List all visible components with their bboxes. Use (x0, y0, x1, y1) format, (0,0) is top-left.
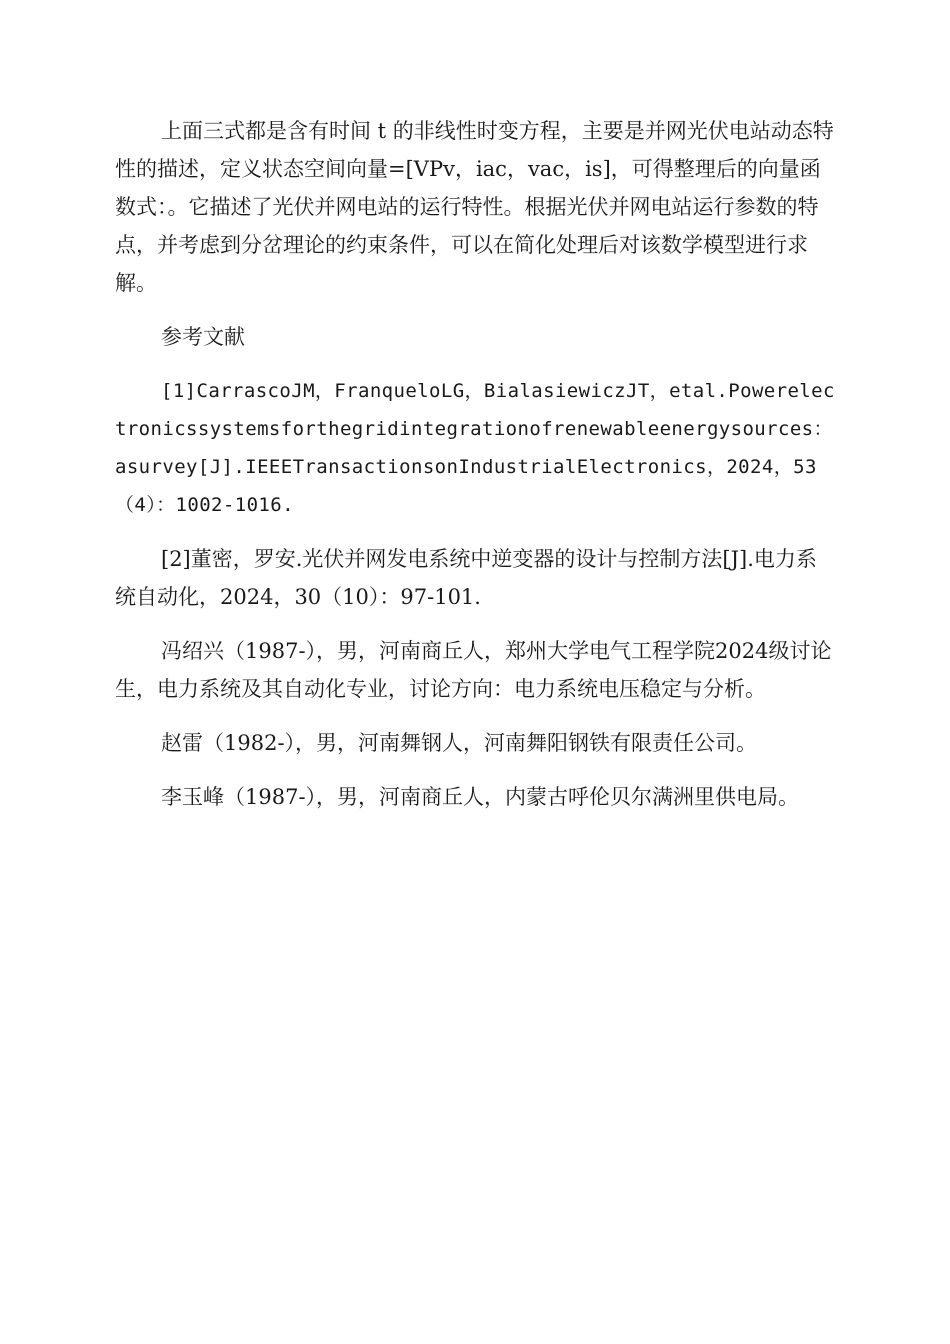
reference-1: [1]CarrascoJM，FranqueloLG，BialasiewiczJT，etal.Powerelectronicssystemsforthegridintegrationofrenewableenergysources：asurvey[J].IEEETransactionsonIndustrialElectronics，2024，53（4）：1002-1016. (115, 380, 835, 516)
document-body (115, 112, 835, 832)
references-heading: 参考文献 (161, 325, 245, 349)
author-bio-2: 赵雷（1982-），男，河南舞钢人，河南舞阳钢铁有限责任公司。 (161, 731, 758, 755)
author-bio-3: 李玉峰（1987-），男，河南商丘人，内蒙古呼伦贝尔满洲里供电局。 (161, 785, 800, 809)
author-bio-1: 冯绍兴（1987-），男，河南商丘人，郑州大学电气工程学院2024级讨论生，电力系统及其自动化专业，讨论方向：电力系统电压稳定与分析。 (115, 639, 832, 701)
reference-2: [2]董密，罗安.光伏并网发电系统中逆变器的设计与控制方法[J].电力系统自动化，2024，30（10）：97-101. (115, 547, 817, 609)
body-paragraph: 上面三式都是含有时间 t 的非线性时变方程，主要是并网光伏电站动态特性的描述，定义状态空间向量=[VPv，iac，vac，is]，可得整理后的向量函数式：。它描述了光伏并网电站的运行特性。根据光伏并网电站运行参数的特点，并考虑到分岔理论的约束条件，可以在简化处理后对该数学模型进行求解。 (115, 119, 834, 295)
